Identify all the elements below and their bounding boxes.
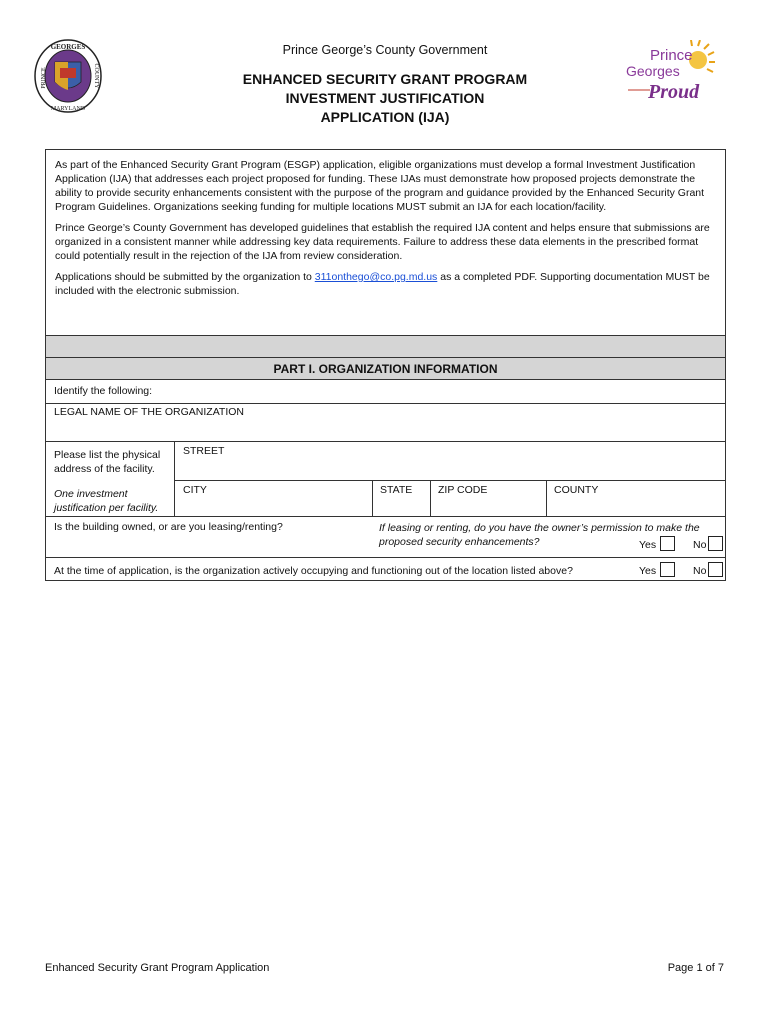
occupying-no-checkbox[interactable] <box>708 562 723 577</box>
title-line-3: APPLICATION (IJA) <box>320 109 450 125</box>
document-title <box>0 70 770 127</box>
brand-georges: Georges <box>626 63 680 79</box>
legal-name-input[interactable] <box>50 420 720 440</box>
intro-section <box>55 158 715 305</box>
state-input[interactable] <box>376 498 426 514</box>
title-line-1: ENHANCED SECURITY GRANT PROGRAM <box>242 71 528 87</box>
occupying-no-label: No <box>693 565 707 577</box>
seal-text-right: COUNTY <box>93 63 99 89</box>
intro-paragraph-3 <box>55 270 715 298</box>
part-1-heading: PART I. ORGANIZATION INFORMATION <box>46 357 725 380</box>
permission-question: If leasing or renting, do you have the owner’s permission to make the proposed security enhancements? <box>379 522 700 548</box>
intro-paragraph-1: As part of the Enhanced Security Grant Program (ESGP) application, eligible organizations must develop a formal Investment Justification Application (IJA) that addresses each project proposed for funding. These IJAs must demonstrate how proposed projects demonstrate the ability to provide security enhancements consistent with the purpose of the program and guidance provided by the Enhanced Security Grant Program Guidelines. Organizations seeking funding for multiple locations MUST submit an IJA for each location/facility. <box>55 159 705 213</box>
occupying-yes-label: Yes <box>639 565 657 577</box>
state-label: STATE <box>380 484 413 496</box>
permission-yes-checkbox[interactable] <box>660 536 675 551</box>
footer-page-number: Page 1 of 7 <box>667 962 724 974</box>
legal-name-label: LEGAL NAME OF THE ORGANIZATION <box>54 406 244 418</box>
permission-yes-label: Yes <box>639 539 657 551</box>
city-label: CITY <box>183 484 207 496</box>
city-input[interactable] <box>182 498 368 514</box>
zip-code-input[interactable] <box>434 498 542 514</box>
seal-text-bottom: MARYLAND <box>50 106 86 112</box>
title-line-2: INVESTMENT JUSTIFICATION <box>285 90 485 106</box>
zip-code-label: ZIP CODE <box>438 484 488 496</box>
occupying-question: At the time of application, is the organization actively occupying and functioning out of the location listed above? <box>54 565 573 577</box>
permission-no-checkbox[interactable] <box>708 536 723 551</box>
submission-text-after: as a completed PDF. Supporting documentation MUST be included with the electronic submission. <box>55 271 710 297</box>
seal-text-top: GEORGES <box>50 43 86 51</box>
county-input[interactable] <box>550 498 720 514</box>
brand-prince: Prince <box>650 47 693 64</box>
application-form <box>45 149 726 581</box>
identify-label: Identify the following: <box>54 385 153 397</box>
submission-email-link[interactable]: 311onthego@co.pg.md.us <box>314 271 438 283</box>
government-name: Prince George’s County Government <box>282 43 488 57</box>
street-input[interactable] <box>182 459 722 479</box>
ownership-question: Is the building owned, or are you leasing/renting? <box>54 521 283 533</box>
seal-text-left: PRINCE <box>41 67 47 89</box>
occupying-yes-checkbox[interactable] <box>660 562 675 577</box>
permission-no-label: No <box>693 539 707 551</box>
spacer-band <box>46 335 725 358</box>
physical-address-label: Please list the physical address of the facility. <box>54 449 161 475</box>
street-label: STREET <box>183 445 225 457</box>
submission-text-before: Applications should be submitted by the organization to <box>55 271 315 283</box>
intro-paragraph-2: Prince George’s County Government has developed guidelines that establish the required IJA content and helps ensure that submissions are organized in a consistent manner while addressing key data requirements. Failure to address these data elements in the prescribed format could potentially result in the rejection of the IJA from review consideration. <box>55 222 710 262</box>
one-ija-note: One investment justification per facility. <box>54 488 159 514</box>
county-label: COUNTY <box>554 484 599 496</box>
footer-program-name: Enhanced Security Grant Program Application <box>45 962 270 974</box>
brand-proud: Proud <box>648 81 700 103</box>
